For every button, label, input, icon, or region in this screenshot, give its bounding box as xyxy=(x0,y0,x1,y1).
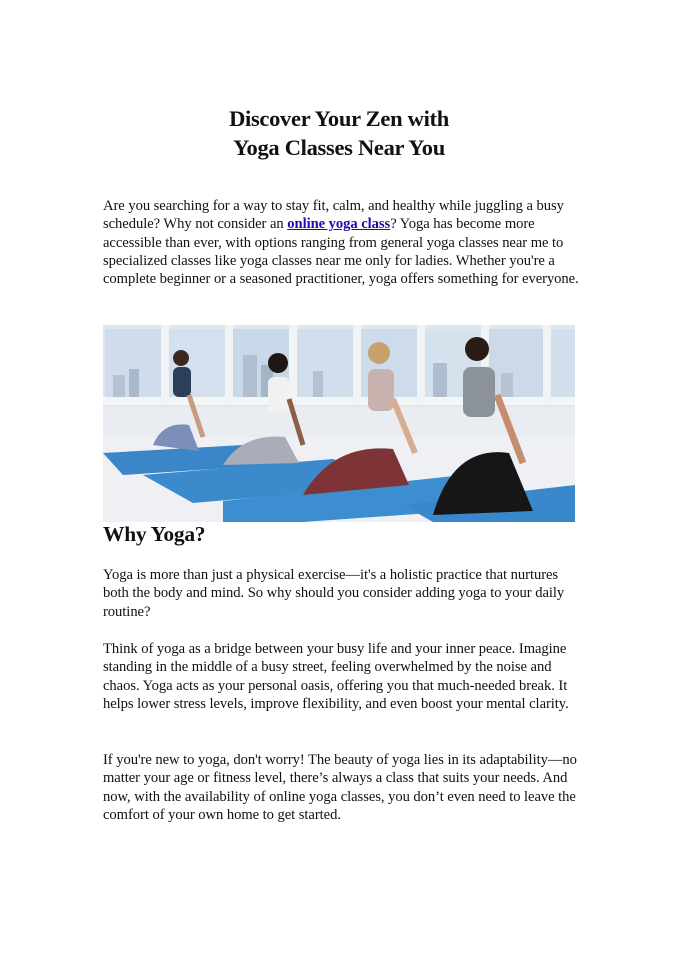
body-paragraph-1: Yoga is more than just a physical exercise—it's a holistic practice that nurtures both the body and mind. So why should you consider adding yoga to your daily routine? xyxy=(103,567,565,620)
body-paragraph-2: Think of yoga as a bridge between your busy life and your inner peace. Imagine standing in the middle of a busy street, feeling overwhelmed by the noise and chaos. Yoga acts as your personal oasis, offering you that much-needed break. It helps lower stress levels, improve flexibility, and even boost your mental clarity. xyxy=(103,641,569,712)
intro-text-end: ? Yoga has become more accessible than ever, with options ranging from general yoga classes near me to specialized classes like yoga classes near me only for ladies. Whether you're a complete beginner or a seasoned practitioner, yoga offers something for everyone. xyxy=(103,216,579,288)
online-yoga-class-link[interactable]: online yoga class xyxy=(287,216,391,233)
page-title xyxy=(103,104,575,162)
yoga-photo-illustration xyxy=(103,325,575,522)
section-heading-why-yoga: Why Yoga? xyxy=(103,522,206,546)
body-paragraph-3: If you're new to yoga, don't worry! The beauty of yoga lies in its adaptability—no matter your age or fitness level, there’s always a class that suits your needs. And now, with the availability of online yoga classes, you don’t even need to leave the comfort of your own home to get started. xyxy=(103,752,577,823)
intro-text-start: Are you searching for a way to stay fit, calm, and healthy while juggling a busy schedule? Why not consider an xyxy=(103,198,564,233)
yoga-class-photo xyxy=(103,325,575,522)
intro-paragraph xyxy=(103,197,579,288)
title-line-2: Yoga Classes Near You xyxy=(233,135,445,160)
title-line-1: Discover Your Zen with xyxy=(229,106,449,131)
